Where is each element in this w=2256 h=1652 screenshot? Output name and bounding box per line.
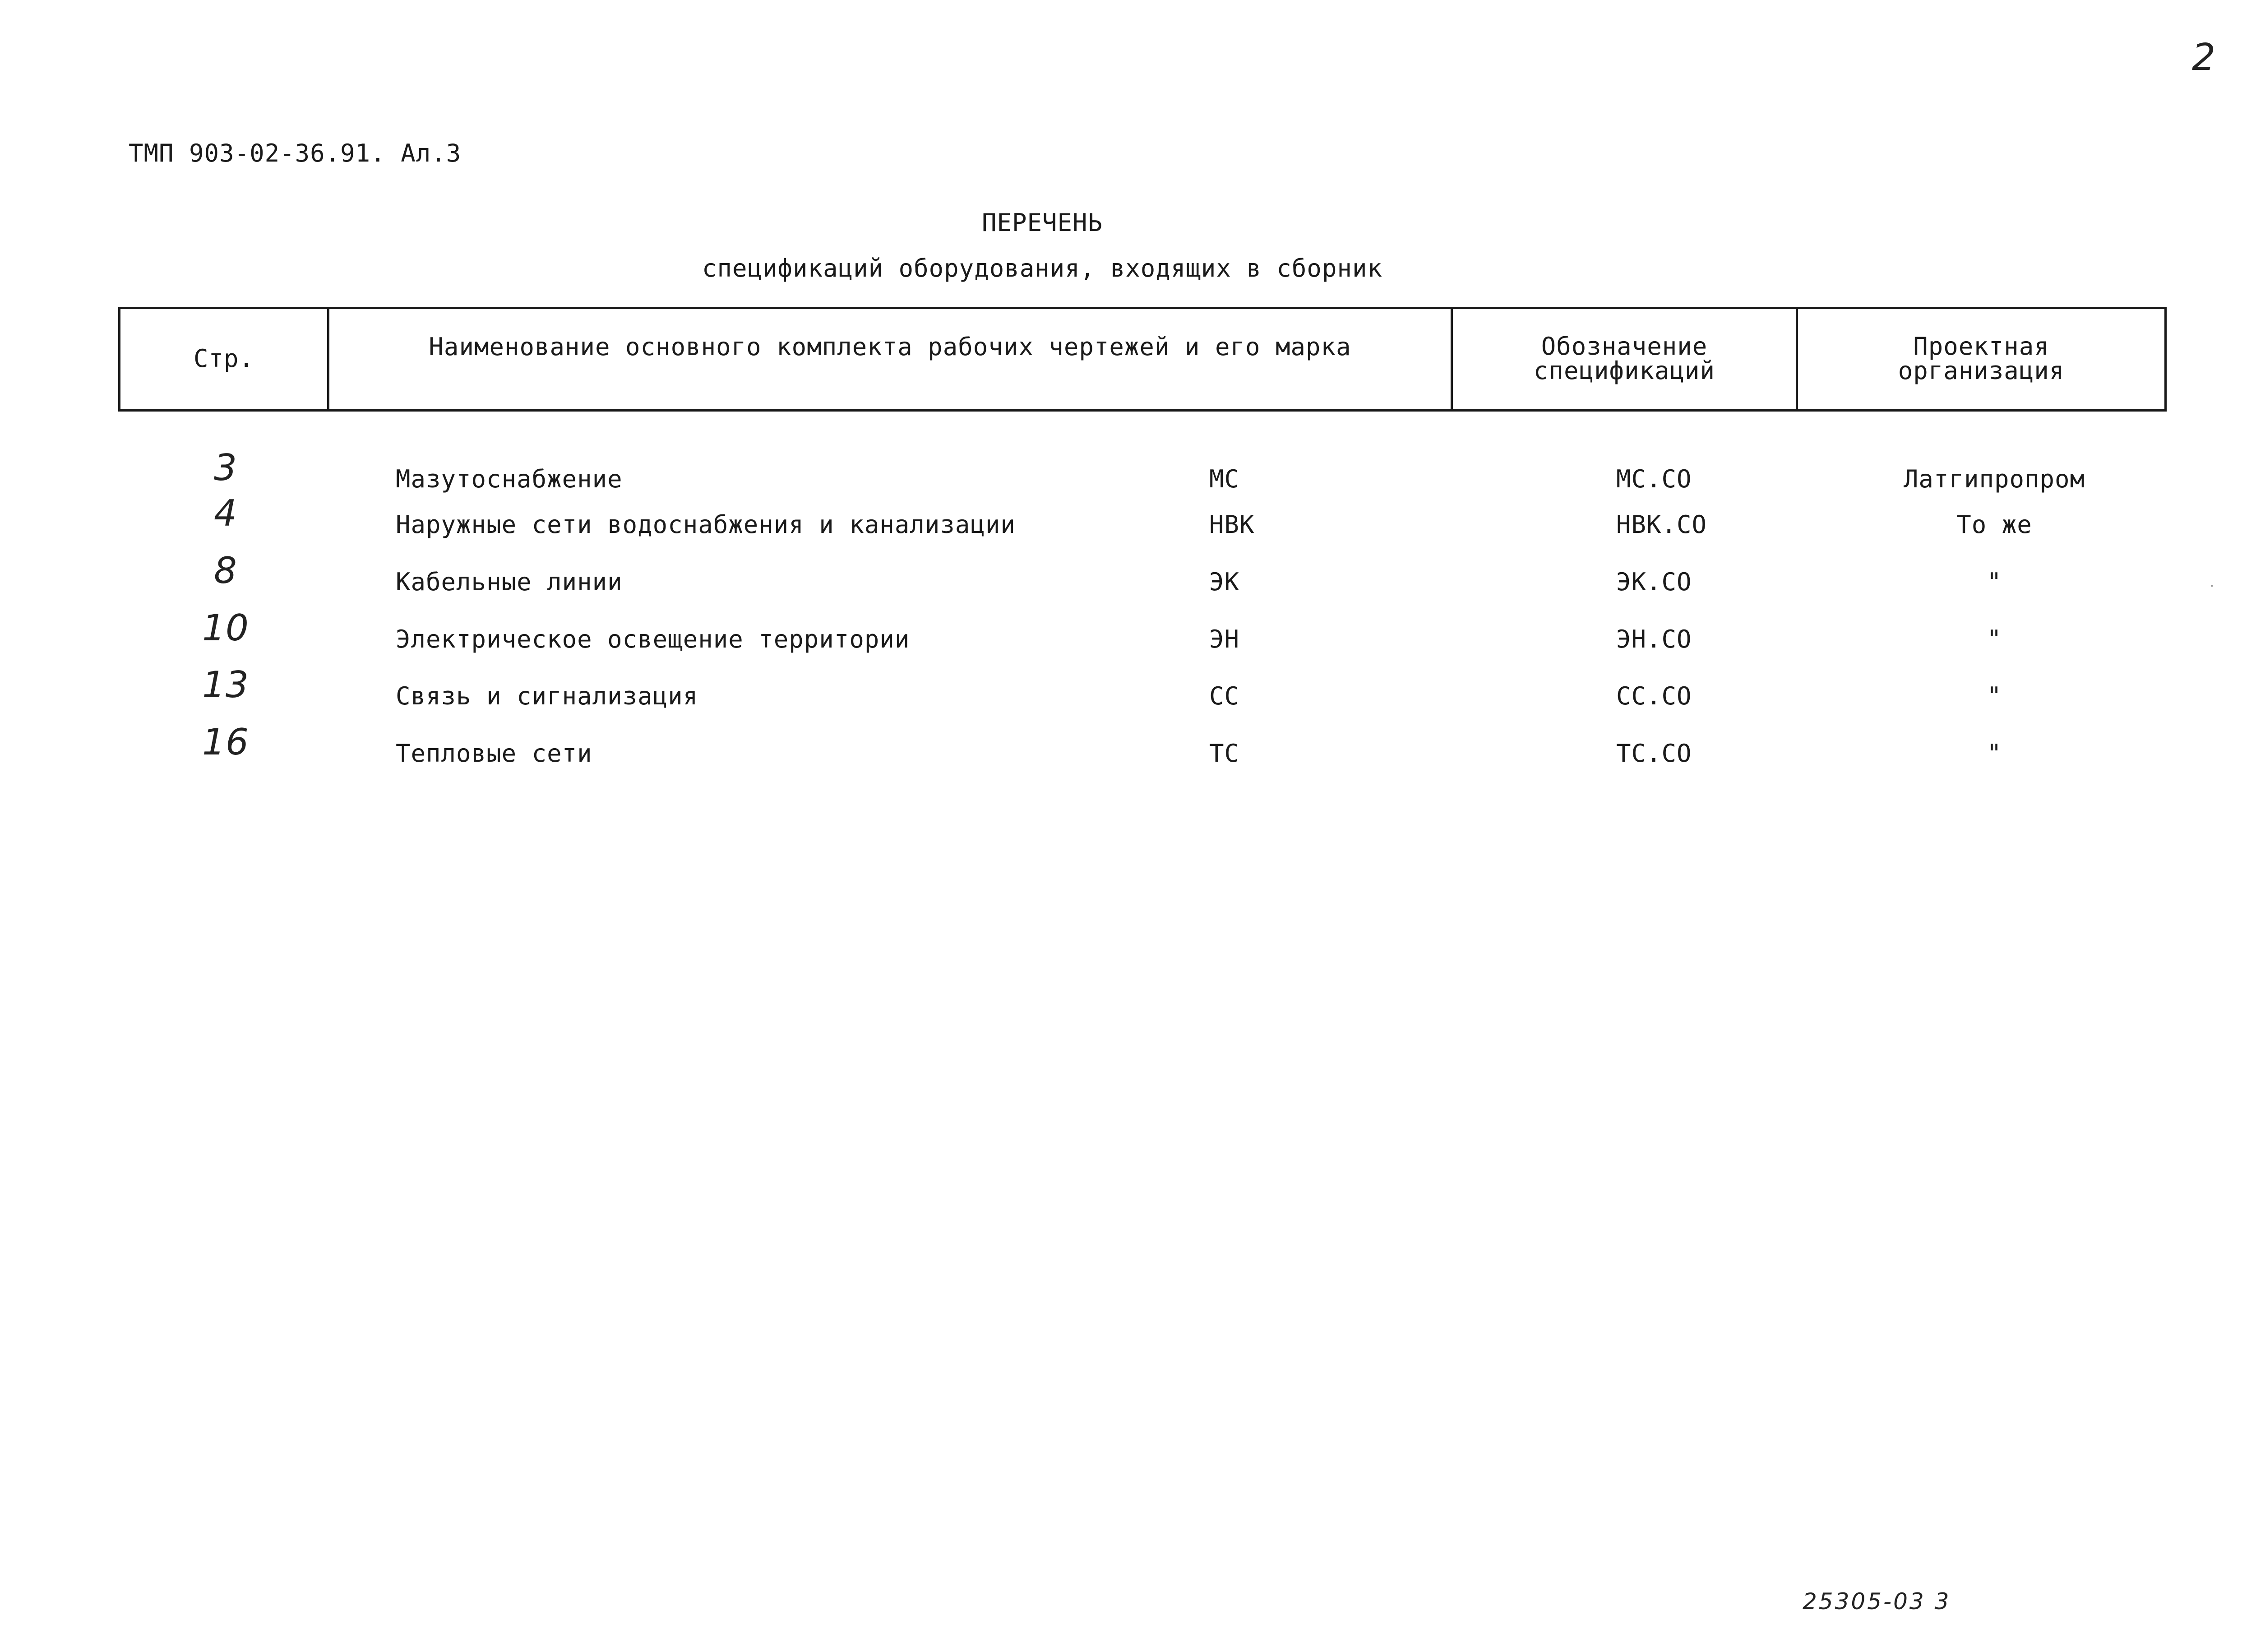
row-mark: ЭК [1209, 568, 1240, 596]
row-page: 4 [214, 492, 237, 534]
table-row [0, 447, 2256, 514]
row-spec: ТС.СО [1616, 739, 1692, 768]
document-code: ТМП 903-02-36.91. Ал.3 [129, 139, 462, 167]
row-org: " [1987, 682, 2002, 710]
row-org: То же [1956, 510, 2032, 539]
page-title: ПЕРЕЧЕНЬ [981, 208, 1103, 237]
row-org: " [1987, 568, 2002, 596]
row-spec: МС.СО [1616, 465, 1692, 493]
table-row [0, 664, 2256, 731]
row-page: 13 [202, 664, 249, 706]
table-row [0, 721, 2256, 789]
row-mark: ТС [1209, 739, 1240, 768]
scan-speck [2211, 585, 2213, 587]
row-mark: ЭН [1209, 625, 1240, 653]
page-number: 2 [2192, 36, 2216, 79]
header-org: Проектная организация [1898, 332, 2065, 385]
row-mark: МС [1209, 465, 1240, 493]
row-name: Тепловые сети [396, 739, 592, 768]
row-spec: ЭН.СО [1616, 625, 1692, 653]
row-page: 10 [202, 607, 249, 649]
table-row [0, 607, 2256, 675]
page-subtitle: спецификаций оборудования, входящих в сборник [702, 254, 1382, 282]
table-row [0, 492, 2256, 560]
row-spec: НВК.СО [1616, 510, 1707, 539]
header-name: Наименование основного комплекта рабочих чертежей и его марка [429, 333, 1351, 361]
row-page: 3 [214, 447, 237, 489]
row-name: Мазутоснабжение [396, 465, 623, 493]
header-page: Стр. [193, 344, 254, 373]
row-name: Связь и сигнализация [396, 682, 698, 710]
row-mark: СС [1209, 682, 1240, 710]
row-org: Латгипропром [1903, 465, 2085, 493]
row-name: Кабельные линии [396, 568, 623, 596]
row-page: 8 [214, 550, 237, 592]
row-spec: СС.СО [1616, 682, 1692, 710]
table-row [0, 550, 2256, 617]
row-spec: ЭК.СО [1616, 568, 1692, 596]
row-org: " [1987, 739, 2002, 768]
footer-code: 25305-03 3 [1803, 1588, 1951, 1615]
row-name: Электрическое освещение территории [396, 625, 910, 653]
header-spec: Обозначение спецификаций [1533, 332, 1715, 385]
row-name: Наружные сети водоснабжения и канализации [396, 510, 1016, 539]
row-org: " [1987, 625, 2002, 653]
row-mark: НВК [1209, 510, 1255, 539]
row-page: 16 [202, 721, 249, 763]
header-divider [2164, 307, 2167, 411]
